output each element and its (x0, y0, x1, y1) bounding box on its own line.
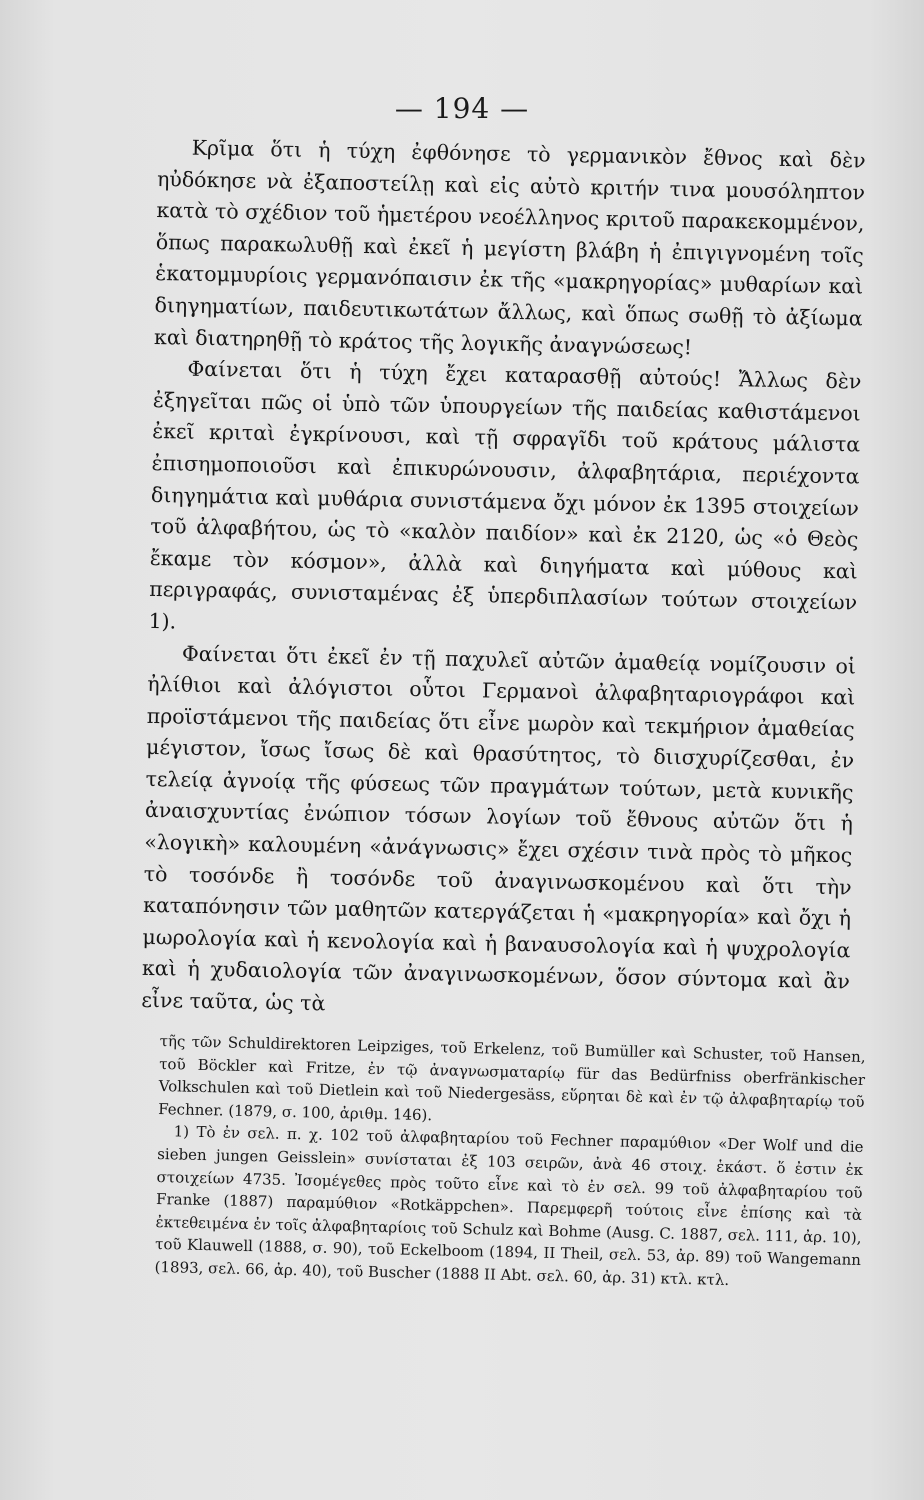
footnotes (154, 1030, 865, 1294)
paragraph: Φαίνεται ὅτι ἡ τύχη ἔχει καταρασθῇ αὐτούς! Ἄλλως δὲν ἐξηγεῖται πῶς οἱ ὑπὸ τῶν ὑπουργείων τῆς παιδείας καθιστάμενοι ἐκεῖ κριταὶ ἐγκρίνουσι, καὶ τῇ σφραγῖδι τοῦ κράτους μάλιστα ἐπισημοποιοῦσι καὶ ἐπικυρώνουσιν, ἀλφαβητάρια, περιέχοντα διηγημάτια καὶ μυθάρια συνιστάμενα ὄχι μόνον ἐκ 1395 στοιχείων τοῦ ἀλφαβήτου, ὡς τὸ «καλὸν παιδίον» καὶ ἐκ 2120, ὡς «ὁ Θεὸς ἔκαμε τὸν κόσμον», ἀλλὰ καὶ διηγήματα καὶ μύθους καὶ περιγραφάς, συνισταμένας ἐξ ὑπερδιπλασίων τούτων στοιχείων 1). (148, 356, 862, 634)
footnote-continuation: τῆς τῶν Schuldirektoren Leipziges, τοῦ Erkelenz, τοῦ Bumüller καὶ Schuster, τοῦ Hansen, τοῦ Böckler καὶ Fritze, ἐν τῷ ἀναγνωσματαρίῳ für das Bedürfniss oberfränkischer Volkschulen καὶ τοῦ Dietlein καὶ τοῦ Niedergesäss, εὕρηται δὲ καὶ ἐν τῷ ἀλφαβηταρίῳ τοῦ Fechner. (1879, σ. 100, ἀριθμ. 146). (158, 1031, 866, 1124)
paragraph: Φαίνεται ὅτι ἐκεῖ ἐν τῇ παχυλεῖ αὐτῶν ἀμαθείᾳ νομίζουσιν οἱ ἠλίθιοι καὶ ἀλόγιστοι οὗτοι Γερμανοὶ ἀλφαβηταριογράφοι καὶ προϊστάμενοι τῆς παιδείας ὅτι εἶνε μωρὸν καὶ τεκμήριον ἀμαθείας μέγιστον, ἴσως ἴσως δὲ καὶ θρασύτητος, τὸ διισχυρίζεσθαι, ἐν τελείᾳ ἀγνοίᾳ τῆς φύσεως τῶν πραγμάτων τούτων, μετὰ κυνικῆς ἀναισχυντίας ἐνώπιον τόσων λογίων τοῦ ἔθνους αὐτῶν ὅτι ἡ «λογικὴ» καλουμένη «ἀνάγνωσις» ἔχει σχέσιν τινὰ πρὸς τὸ μῆκος τὸ τοσόνδε ἢ τοσόνδε τοῦ ἀναγινωσκομένου καὶ ὅτι τὴν καταπόνησιν τῶν μαθητῶν κατεργάζεται ἡ «μακρηγορία» καὶ ὄχι ἡ μωρολογία καὶ ἡ κενολογία καὶ ἡ βαναυσολογία καὶ ἡ ψυχρολογία καὶ ἡ χυδαιολογία τῶν ἀναγινωσκομένων, ὅσον σύντομα καὶ ἂν εἶνε ταῦτα, ὡς τὰ (141, 641, 857, 1016)
paragraph: Κρῖμα ὅτι ἡ τύχη ἐφθόνησε τὸ γερμανικὸν ἔθνος καὶ δὲν ηὐδόκησε νὰ ἐξαποστείλῃ καὶ εἰς αὐτὸ κριτήν τινα μουσόληπτον κατὰ τὸ σχέδιον τοῦ ἡμετέρου νεοέλληνος κριτοῦ παρακεκομμένον, ὅπως παρακωλυθῇ καὶ ἐκεῖ ἡ μεγίστη βλάβη ἡ ἐπιγιγνομένη τοῖς ἑκατομμυρίοις γερμανόπαισιν ἐκ τῆς «μακρηγορίας» μυθαρίων καὶ διηγηματίων, παιδευτικωτάτων ἄλλως, καὶ ὅπως σωθῇ τὸ ἀξίωμα καὶ διατηρηθῇ τὸ κράτος τῆς λογικῆς ἀναγνώσεως! (153, 135, 866, 359)
page-number: — 194 — (394, 92, 530, 125)
main-text (141, 132, 866, 1030)
footnote-1: 1) Τὸ ἐν σελ. π. χ. 102 τοῦ ἀλφαβηταρίου τοῦ Fechner παραμύθιον «Der Wolf und die sieben jungen Geisslein» συνίσταται ἐξ 103 σειρῶν, ἀνὰ 46 στοιχ. ἑκάστ. ὅ ἐστιν ἐκ στοιχείων 4735. Ἰσομέγεθες πρὸς τοῦτο εἶνε καὶ τὸ ἐν σελ. 99 τοῦ ἀλφαβηταρίου τοῦ Franke (1887) παραμύθιον «Rotkäppchen». Παρεμφερῆ τούτοις εἶνε ἐπίσης καὶ τὰ ἐκτεθειμένα ἐν τοῖς ἀλφαβηταρίοις τοῦ Schulz καὶ Bohme (Ausg. C. 1887, σελ. 111, ἀρ. 10), τοῦ Klauwell (1888, σ. 90), τοῦ Eckelboom (1894, II Theil, σελ. 53, ἀρ. 89) τοῦ Wangemann (1893, σελ. 66, ἀρ. 40), τοῦ Buscher (1888 II Abt. σελ. 60, ἀρ. 31) κτλ. κτλ. (154, 1122, 864, 1289)
